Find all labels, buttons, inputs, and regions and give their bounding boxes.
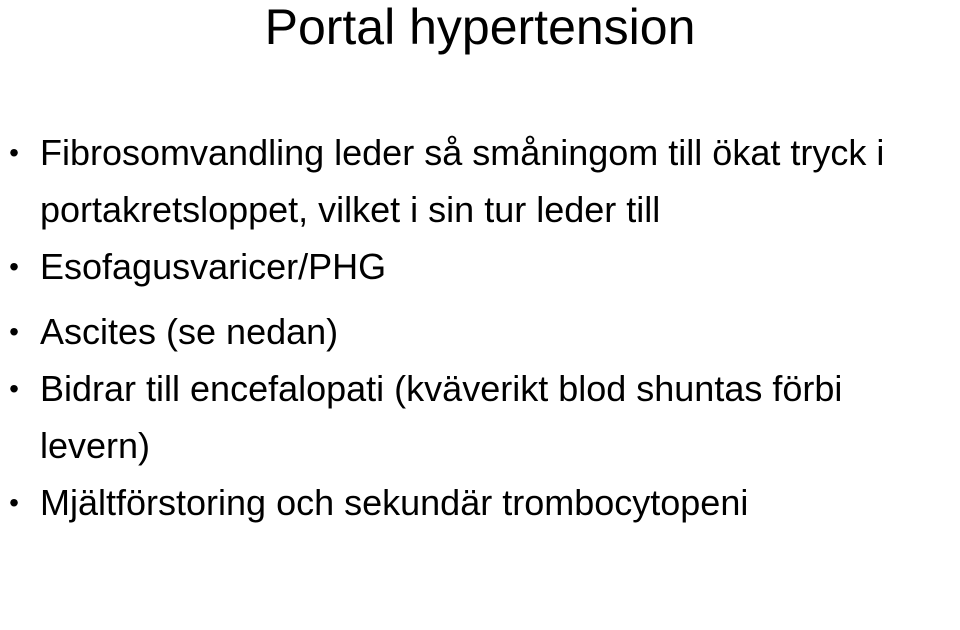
bullet-dot-icon: • [9, 373, 19, 404]
bullet-item [0, 124, 960, 238]
bullet-text: Bidrar till encefalopati (kväverikt blod shuntas förbi levern) [40, 368, 843, 466]
bullet-dot-icon: • [9, 487, 19, 518]
bullet-text: Ascites (se nedan) [40, 311, 339, 352]
bullet-text: Mjältförstoring och sekundär trombocytopeni [40, 482, 749, 523]
bullet-list [0, 124, 960, 531]
bullet-item [0, 474, 960, 531]
bullet-dot-icon: • [9, 137, 19, 168]
bullet-text: Fibrosomvandling leder så småningom till ökat tryck i portakretsloppet, vilket i sin tur leder till [40, 132, 885, 230]
bullet-dot-icon: • [9, 316, 19, 347]
bullet-text: Esofagusvaricer/PHG [40, 246, 387, 287]
bullet-dot-icon: • [9, 251, 19, 282]
slide-title: Portal hypertension [264, 0, 696, 55]
bullet-item [0, 360, 960, 474]
bullet-item [0, 303, 960, 360]
bullet-item [0, 238, 960, 295]
